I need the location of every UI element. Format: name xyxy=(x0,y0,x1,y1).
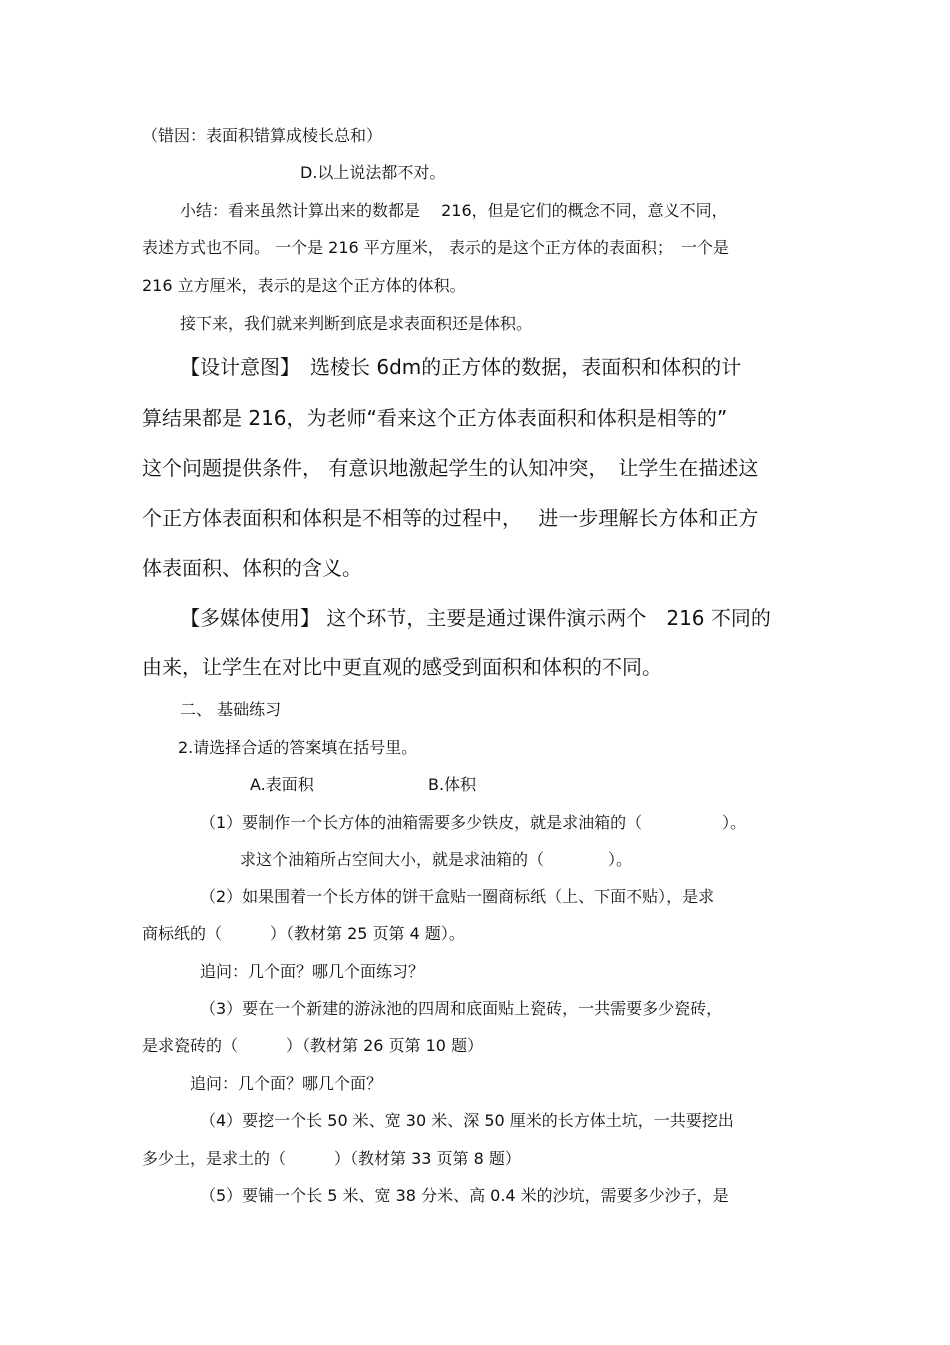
transition-line: 接下来，我们就来判断到底是求表面积还是体积。 xyxy=(180,314,533,333)
question-2-line-2: 商标纸的（ ）（教材第 25 页第 4 题）。 xyxy=(142,924,465,943)
choice-b: B.体积 xyxy=(428,775,477,794)
exercise-instruction: 2.请选择合适的答案填在括号里。 xyxy=(178,738,418,757)
design-intent-line-3: 这个问题提供条件， 有意识地激起学生的认知冲突， 让学生在描述这 xyxy=(142,456,759,480)
question-2-line-1: （2）如果围着一个长方体的饼干盒贴一圈商标纸（上、下面不贴），是求 xyxy=(200,887,715,906)
error-cause-note: （错因：表面积错算成棱长总和） xyxy=(142,126,383,145)
design-intent-line-5: 体表面积、体积的含义。 xyxy=(142,556,362,580)
follow-up-question-1: 追问：几个面？哪几个面练习？ xyxy=(200,962,425,981)
section-heading: 二、 基础练习 xyxy=(180,700,282,719)
question-5-line-1: （5）要铺一个长 5 米、宽 38 分米、高 0.4 米的沙坑，需要多少沙子，是 xyxy=(200,1186,729,1205)
design-intent-line-4: 个正方体表面积和体积是不相等的过程中， 进一步理解长方体和正方 xyxy=(142,506,759,530)
multimedia-line-2: 由来，让学生在对比中更直观的感受到面积和体积的不同。 xyxy=(142,655,662,679)
choice-a: A.表面积 xyxy=(250,775,314,794)
design-intent-line-1: 【设计意图】 选棱长 6dm的正方体的数据，表面积和体积的计 xyxy=(180,355,742,379)
question-4-line-2: 多少土，是求土的（ ）（教材第 33 页第 8 题） xyxy=(142,1149,521,1168)
question-1-line-2: 求这个油箱所占空间大小，就是求油箱的（ ）。 xyxy=(240,850,633,869)
summary-line-3: 216 立方厘米，表示的是这个正方体的体积。 xyxy=(142,276,466,295)
question-1-line-1: （1）要制作一个长方体的油箱需要多少铁皮，就是求油箱的（ ）。 xyxy=(200,813,747,832)
question-4-line-1: （4）要挖一个长 50 米、宽 30 米、深 50 厘米的长方体土坑，一共要挖出 xyxy=(200,1111,734,1130)
follow-up-question-2: 追问：几个面？哪几个面？ xyxy=(190,1074,383,1093)
option-d: D.以上说法都不对。 xyxy=(300,163,446,182)
summary-line-2: 表述方式也不同。 一个是 216 平方厘米， 表示的是这个正方体的表面积； 一个是 xyxy=(142,238,729,257)
question-3-line-2: 是求瓷砖的（ ）（教材第 26 页第 10 题） xyxy=(142,1036,484,1055)
summary-line-1: 小结：看来虽然计算出来的数都是 216，但是它们的概念不同，意义不同， xyxy=(180,201,728,220)
question-3-line-1: （3）要在一个新建的游泳池的四周和底面贴上瓷砖，一共需要多少瓷砖， xyxy=(200,999,723,1018)
multimedia-line-1: 【多媒体使用】 这个环节，主要是通过课件演示两个 216 不同的 xyxy=(180,606,771,630)
design-intent-line-2: 算结果都是 216，为老师“看来这个正方体表面积和体积是相等的” xyxy=(142,406,728,430)
